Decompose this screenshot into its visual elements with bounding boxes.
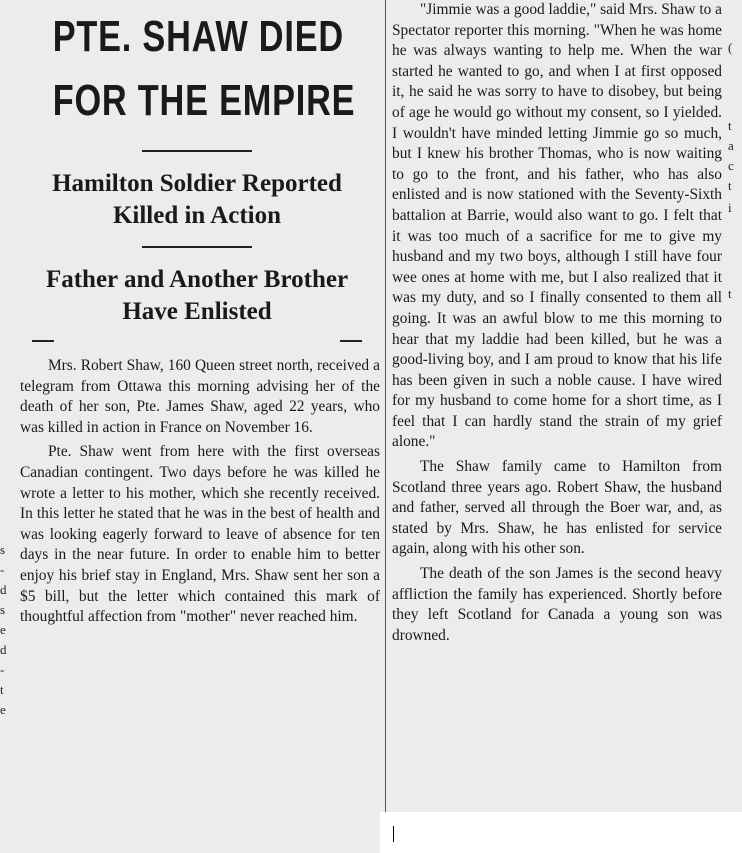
- article-paragraph: Mrs. Robert Shaw, 160 Queen street north, received a telegram from Ottawa this morning advising her of the death of her son, Pte. James Shaw, aged 22 years, who was killed in action in France on November 16.: [20, 357, 380, 436]
- gutter-char: -: [0, 562, 5, 577]
- subheadline-1-line-2: Killed in Action: [112, 202, 282, 229]
- gutter-char: s: [0, 542, 6, 557]
- gutter-char: d: [0, 582, 7, 597]
- headline-line-2: FOR THE EMPIRE: [52, 76, 356, 125]
- gutter-char: e: [0, 702, 6, 717]
- divider-rule: [32, 340, 54, 342]
- gutter-char: i: [728, 200, 732, 215]
- divider-rule: [142, 246, 252, 248]
- gutter-char: t: [0, 682, 4, 697]
- subheadline-2-line-2: Have Enlisted: [122, 298, 272, 325]
- divider-rule: [142, 150, 252, 152]
- article-paragraph: Pte. Shaw went from here with the first overseas Canadian contingent. Two days before he was killed he wrote a letter to his mother, which she recently received. In this letter he stated that he was in the best of health and was looking eagerly forward to leave of absence for ten days in the near future. In order to enable him to better enjoy his brief stay in England, Mrs. Shaw sent her son a $5 bill, but the letter which contained this mark of thoughtful affection from "mother" never reached him.: [20, 443, 380, 626]
- gutter-char: t: [728, 286, 732, 301]
- article-paragraph: The Shaw family came to Hamilton from Scotland three years ago. Robert Shaw, the husband and father, served all through the Boer war, and, as stated by Mrs. Shaw, he has enlisted for service again, along with his other son.: [392, 458, 722, 558]
- article-body-left: [20, 356, 380, 628]
- gutter-char: c: [728, 158, 734, 173]
- left-gutter-fragments: [0, 540, 12, 840]
- blank-area: [380, 812, 742, 853]
- subheadline-2-line-1: Father and Another Brother: [45, 266, 349, 293]
- text-cursor: [393, 826, 394, 842]
- gutter-char: (: [728, 40, 733, 55]
- divider-rule: [340, 340, 362, 342]
- gutter-char: a: [728, 138, 734, 153]
- gutter-char: t: [728, 118, 732, 133]
- subheadline-2: [12, 264, 382, 328]
- left-column: [12, 0, 382, 853]
- gutter-char: d: [0, 642, 7, 657]
- headline-line-1: PTE. SHAW DIED: [52, 12, 344, 61]
- article-paragraph: "Jimmie was a good laddie," said Mrs. Shaw to a Spectator reporter this morning. "When he was home he was always wanting to help me. When the war started he wanted to go, and when I at first opposed it, he said he was sorry to have to disobey, but being of age he would go without my consent, so I yielded. I wouldn't have minded letting Jimmie go so much, but I knew his brother Thomas, who is now waiting to go to the front, and his father, who has also enlisted and is now stationed with the Seventy-Sixth battalion at Barrie, would also want to go. I felt that it was too much of a sacrifice for me to give my husband and my two boys, although I still have four wee ones at home with me, but I also realized that it was my duty, and so I finally consented to them all going. It was an awful blow to me this morning to hear that my laddie had been killed, but he was a good-living boy, and I am proud to know that his life has been given in such a noble cause. I have wired for my husband to come home for a short time, as I feel that I can hardly stand the strain of my grief alone.": [392, 1, 722, 451]
- right-column: [392, 0, 722, 812]
- subheadline-1-line-1: Hamilton Soldier Reported: [52, 170, 342, 197]
- column-divider: [385, 0, 386, 812]
- gutter-char: s: [0, 602, 6, 617]
- article-paragraph: The death of the son James is the second heavy affliction the family has experienced. Shortly before they left Scotland for Canada a young son was drowned.: [392, 565, 722, 644]
- gutter-char: -: [0, 662, 5, 677]
- gutter-char: e: [0, 622, 6, 637]
- gutter-char: t: [728, 178, 732, 193]
- right-gutter-fragments: [724, 0, 742, 700]
- subheadline-1: [12, 168, 382, 232]
- article-body-right: [392, 0, 722, 646]
